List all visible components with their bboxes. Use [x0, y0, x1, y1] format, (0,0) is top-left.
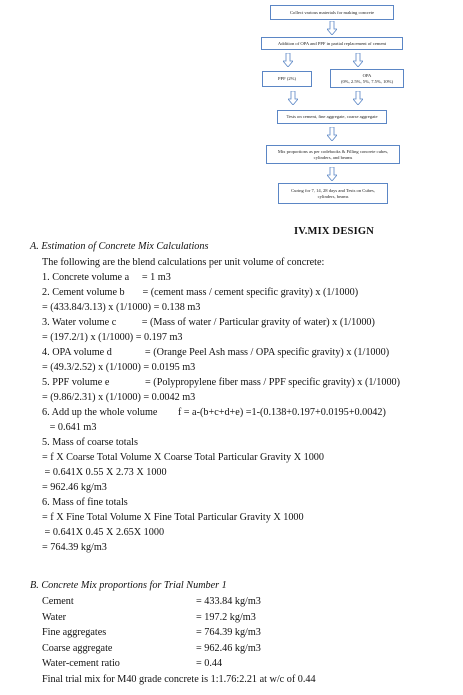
calc-line: = 0.641X 0.45 X 2.65X 1000 — [42, 527, 165, 538]
calc-line: = f X Coarse Total Volume X Coarse Total Particular Gravity X 1000 — [42, 452, 324, 463]
calc-line: = (49.3/2.52) x (1/1000) = 0.0195 m3 — [42, 362, 196, 373]
mix-row-value: = 764.39 kg/m3 — [196, 627, 261, 638]
methodology-flowchart — [258, 0, 463, 208]
calc-line: 5. Mass of coarse totals — [42, 437, 138, 448]
calc-line: 6. Mass of fine totals — [42, 497, 128, 508]
calc-line: 4. OPA volume d = (Orange Peel Ash mass / OPA specific gravity) x (1/1000) — [42, 347, 390, 358]
mix-row-label: Water-cement ratio — [42, 658, 120, 669]
calc-line: = f X Fine Total Volume X Fine Total Particular Gravity X 1000 — [42, 512, 304, 523]
calc-line: = 0.641X 0.55 X 2.73 X 1000 — [42, 467, 167, 478]
flow-box-mix-proportions: Mix proportions as per codebooks & Filling concrete cubes, cylinders, and beams — [266, 145, 400, 164]
flow-box-curing-tests: Curing for 7, 14, 28 days and Tests on Cubes, cylinders, beams — [278, 183, 388, 204]
flow-box-ppf: PPF (2%) — [262, 71, 312, 87]
calc-line: = 962.46 kg/m3 — [42, 482, 107, 493]
calc-line: = (197.2/1) x (1/1000) = 0.197 m3 — [42, 332, 183, 343]
calc-line: 6. Add up the whole volume f = a-(b+c+d+e) =1-(0.138+0.197+0.0195+0.0042) — [42, 407, 386, 418]
calc-line: 1. Concrete volume a = 1 m3 — [42, 272, 171, 283]
mix-row-label: Coarse aggregate — [42, 642, 113, 654]
down-arrow-icon — [353, 91, 363, 105]
flow-box-addition-opa-ppf: Addition of OPA and PPF in partial replacement of cement — [261, 37, 403, 50]
flow-box-opa: OPA (0%, 2.5%, 5%, 7.5%, 10%) — [330, 69, 404, 88]
calc-line: The following are the blend calculations per unit volume of concrete: — [42, 257, 325, 268]
section-b-title: B. Concrete Mix proportions for Trial Number 1 — [30, 580, 227, 591]
mix-row-label: Water — [42, 611, 67, 623]
mix-row-label: Cement — [42, 596, 74, 607]
calc-line: = (9.86/2.31) x (1/1000) = 0.0042 m3 — [42, 392, 196, 403]
down-arrow-icon — [288, 91, 298, 105]
calc-line: 3. Water volume c = (Mass of water / Particular gravity of water) x (1/1000) — [42, 317, 375, 328]
mix-row-value: = 433.84 kg/m3 — [196, 596, 261, 607]
down-arrow-icon — [327, 127, 337, 141]
final-trial-mix-statement: Final trial mix for M40 grade concrete is 1:1.76:2.21 at w/c of 0.44 — [42, 674, 316, 685]
mix-row-value: = 197.2 kg/m3 — [196, 611, 256, 623]
calc-line: 5. PPF volume e = (Polypropylene fiber mass / PPF specific gravity) x (1/1000) — [42, 377, 401, 388]
calc-line: 2. Cement volume b = (cement mass / cement specific gravity) x (1/1000) — [42, 287, 359, 298]
down-arrow-icon — [283, 53, 293, 67]
mix-row-value: = 962.46 kg/m3 — [196, 642, 261, 654]
section-heading-mix-design: IV.MIX DESIGN — [294, 226, 375, 237]
mix-row-value: = 0.44 — [196, 658, 223, 669]
calc-line: = (433.84/3.13) x (1/1000) = 0.138 m3 — [42, 302, 201, 313]
down-arrow-icon — [327, 21, 337, 35]
flow-box-material-tests: Tests on cement, fine aggregate, coarse aggregate — [277, 110, 387, 124]
section-a-title: A. Estimation of Concrete Mix Calculations — [30, 241, 209, 252]
flow-box-collect-materials: Collect various materials for making concrete — [270, 5, 394, 20]
down-arrow-icon — [353, 53, 363, 67]
down-arrow-icon — [327, 167, 337, 181]
mix-row-label: Fine aggregates — [42, 627, 107, 638]
calc-line: = 764.39 kg/m3 — [42, 542, 107, 553]
calc-line: = 0.641 m3 — [42, 422, 97, 433]
